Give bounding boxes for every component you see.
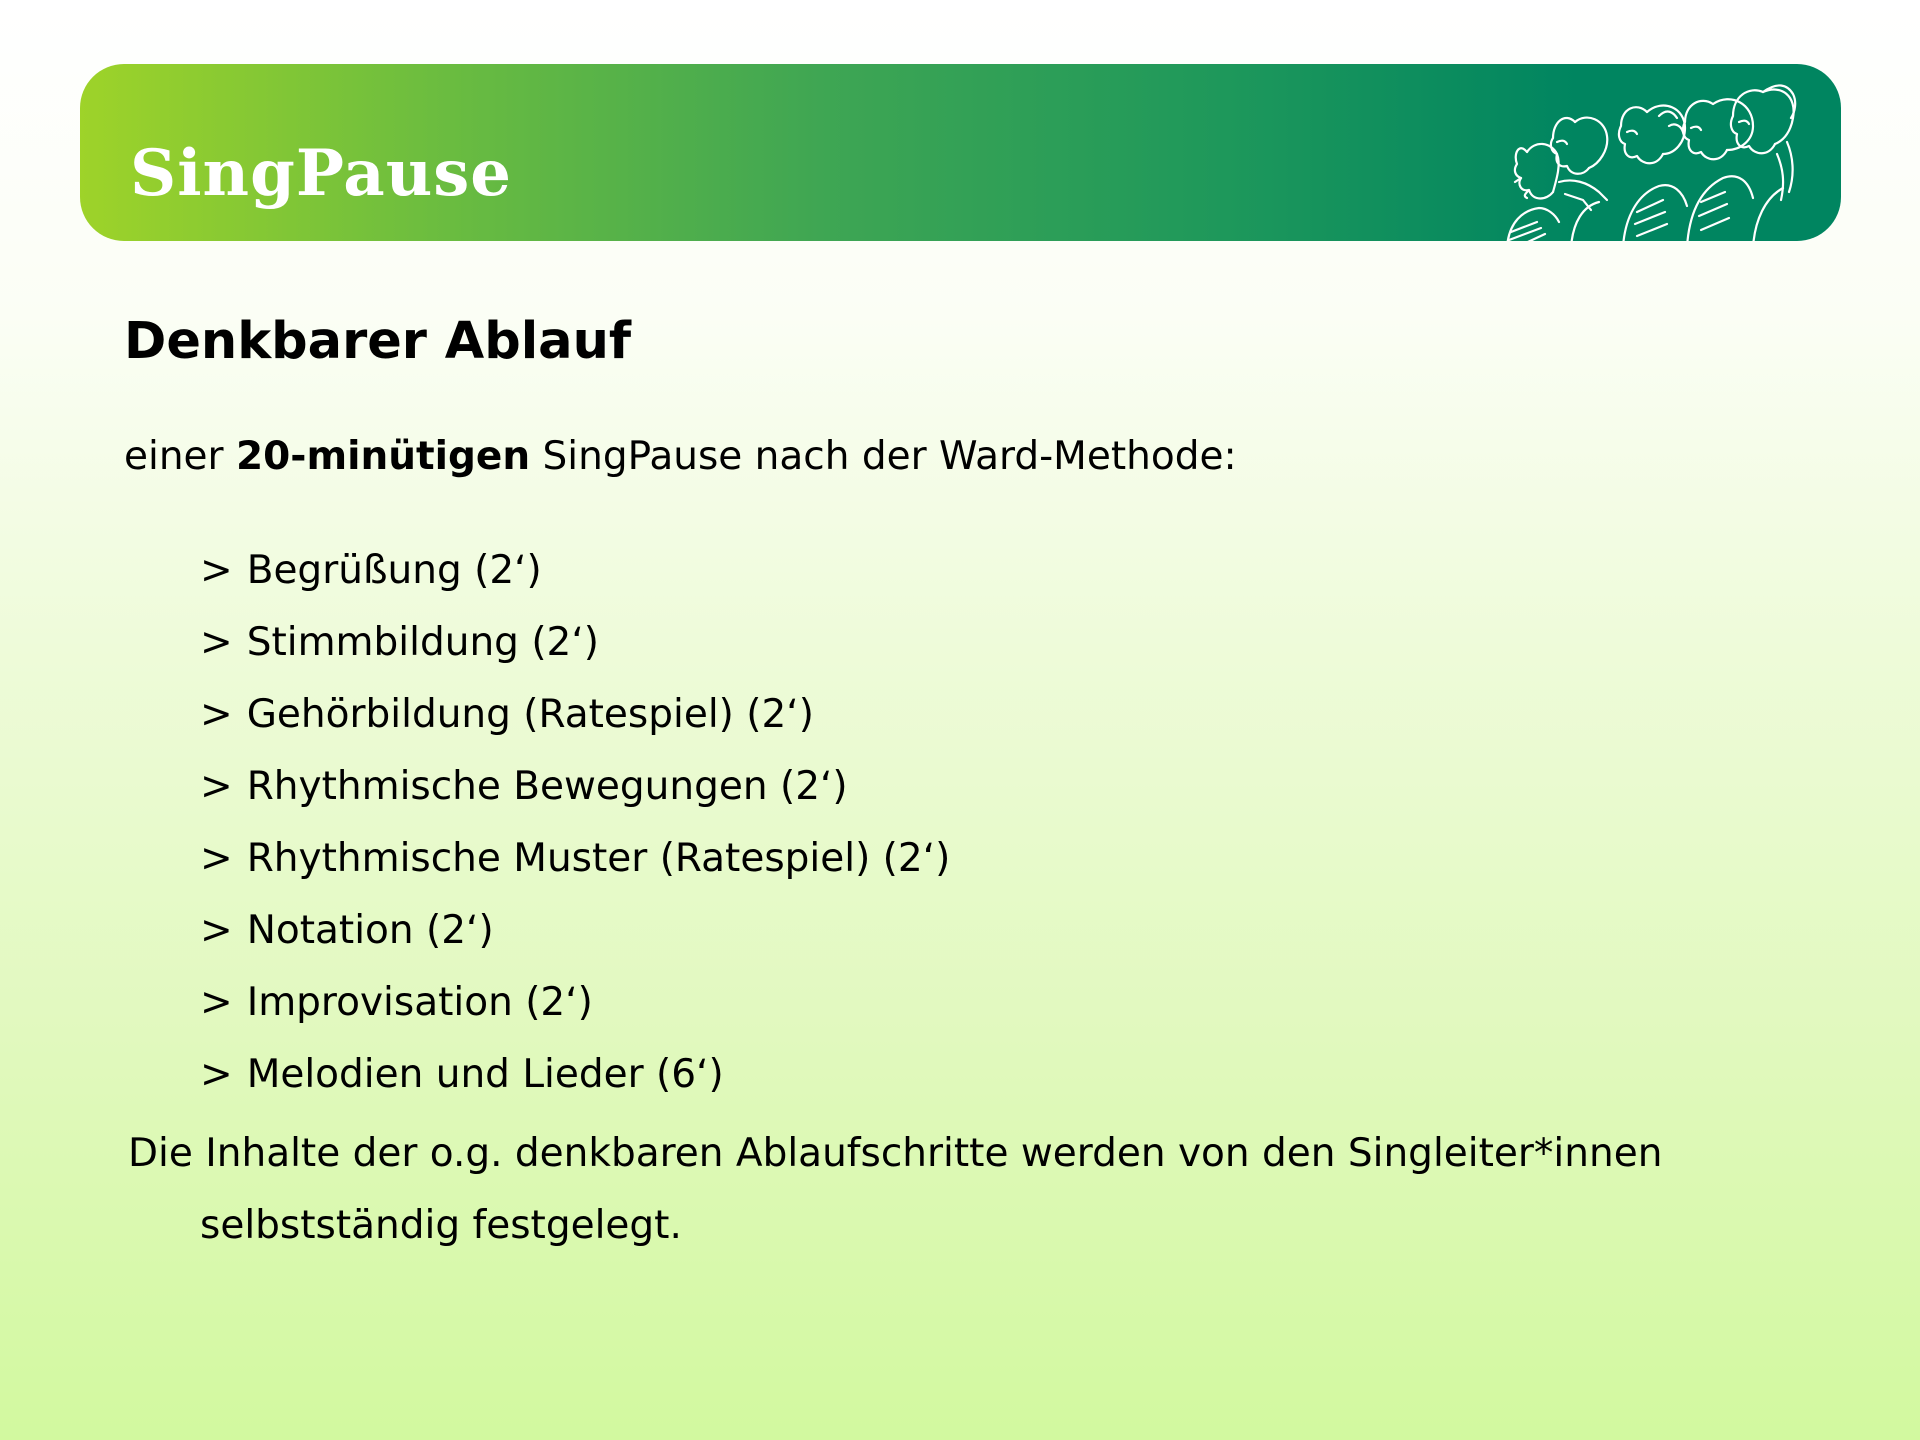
- list-item: [200, 977, 950, 1049]
- header-banner: [80, 64, 1841, 241]
- list-item: [200, 689, 950, 761]
- singing-children-illustration: [1487, 82, 1797, 241]
- list-item: [200, 833, 950, 905]
- list-marker: >: [200, 836, 233, 881]
- intro-duration: 20-minütigen: [235, 434, 531, 479]
- list-marker: >: [200, 620, 233, 665]
- list-item-label: Rhythmische Muster (Ratespiel) (2‘): [246, 836, 951, 881]
- page-title: Denkbarer Ablauf: [124, 312, 632, 371]
- list-item: [200, 905, 950, 977]
- list-marker: >: [200, 980, 233, 1025]
- list-item-label: Melodien und Lieder (6‘): [246, 1052, 724, 1097]
- list-item-label: Begrüßung (2‘): [246, 548, 542, 593]
- list-item-label: Improvisation (2‘): [246, 980, 593, 1025]
- list-marker: >: [200, 908, 233, 953]
- list-item: [200, 1049, 950, 1121]
- schedule-list: [200, 545, 950, 1121]
- app-logo-title: SingPause: [130, 136, 512, 211]
- list-item: [200, 761, 950, 833]
- footnote-line-2: selbstständig festgelegt.: [200, 1203, 682, 1248]
- list-item: [200, 617, 950, 689]
- list-marker: >: [200, 1052, 233, 1097]
- intro-prefix: einer: [124, 434, 236, 479]
- list-marker: >: [200, 548, 233, 593]
- list-item-label: Notation (2‘): [246, 908, 494, 953]
- list-item-label: Gehörbildung (Ratespiel) (2‘): [246, 692, 814, 737]
- list-item-label: Stimmbildung (2‘): [246, 620, 599, 665]
- footnote: [128, 1118, 1828, 1262]
- intro-suffix: SingPause nach der Ward-Methode:: [530, 434, 1237, 479]
- list-item: [200, 545, 950, 617]
- list-marker: >: [200, 764, 233, 809]
- intro-line: [124, 434, 1237, 479]
- list-item-label: Rhythmische Bewegungen (2‘): [246, 764, 848, 809]
- list-marker: >: [200, 692, 233, 737]
- footnote-line-1: Die Inhalte der o.g. denkbaren Ablaufschritte werden von den Singleiter*innen: [128, 1131, 1663, 1176]
